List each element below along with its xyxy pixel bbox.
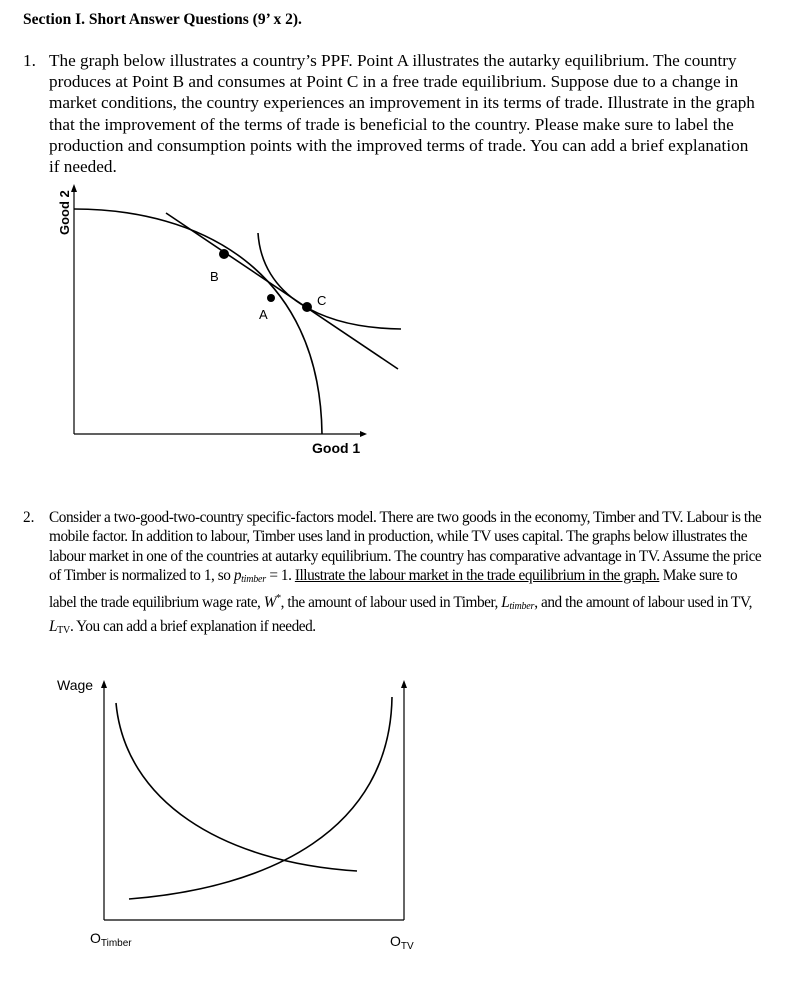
q2-text-part6: . You can add a brief explanation if needed. xyxy=(70,617,316,635)
w-superscript: * xyxy=(276,593,281,605)
indifference-curve xyxy=(258,233,401,329)
origin-tv-label xyxy=(390,933,414,952)
origin-timber-sub: Timber xyxy=(100,938,132,949)
point-b-marker xyxy=(219,249,229,259)
origin-tv-o: O xyxy=(390,933,401,949)
q2-text-part4: , the amount of labour used in Timber, xyxy=(280,594,502,612)
l-timber-symbol: L xyxy=(501,594,510,612)
origin-tv-sub: TV xyxy=(400,941,414,952)
ppf-y-axis-label: Good 2 xyxy=(57,190,72,235)
origin-timber-label xyxy=(90,930,132,949)
wage-axis-label: Wage xyxy=(57,677,94,693)
question-2-number: 2. xyxy=(23,509,35,526)
w-symbol: W xyxy=(263,594,277,612)
q2-text-part3: Make sure to label the trade equilibrium wage rate, xyxy=(49,566,738,612)
q2-underlined-instruction: Illustrate the labour market in the trade equilibrium in the graph. xyxy=(294,566,660,584)
labour-left-arrowhead xyxy=(101,680,107,688)
section-title: Section I. Short Answer Questions (9’ x 2). xyxy=(23,11,302,28)
question-2-text xyxy=(49,508,763,640)
q2-text-part2: = 1. xyxy=(265,566,295,584)
timber-labour-demand-curve xyxy=(116,703,357,871)
q2-text-part1: Consider a two-good-two-country specific-factors model. There are two goods in the economy, Timber and TV. Labour is the mobile factor. In addition to labour, Timber uses land in production, while TV uses capital. The graphs below illustrates the labour market in one of the countries at autarky equilibrium. The country has comparative advantage in TV. Assume the price of Timber is normalized to 1, so xyxy=(49,509,762,584)
l-tv-subscript: TV xyxy=(57,624,70,636)
question-1-number: 1. xyxy=(23,51,36,70)
point-c-marker xyxy=(302,302,312,312)
l-timber-subscript: timber xyxy=(509,601,535,613)
ppf-curve xyxy=(74,209,322,434)
l-tv-symbol: L xyxy=(49,617,58,635)
question-2 xyxy=(23,508,763,640)
trade-price-line xyxy=(166,213,398,369)
ppf-x-axis-label: Good 1 xyxy=(312,440,361,456)
p-symbol: p xyxy=(233,566,242,584)
point-b-label: B xyxy=(210,269,219,284)
p-subscript: timber xyxy=(241,573,266,585)
q2-text-part5: , and the amount of labour used in TV, xyxy=(534,594,752,612)
tv-labour-demand-curve xyxy=(129,697,392,899)
ppf-x-arrowhead xyxy=(360,431,367,437)
point-a-marker xyxy=(267,294,275,302)
labour-right-arrowhead xyxy=(401,680,407,688)
point-c-label: C xyxy=(317,293,327,308)
point-a-label: A xyxy=(259,307,268,322)
question-1-text: The graph below illustrates a country’s PPF. Point A illustrates the autarky equilibrium. The country produces at Point B and consumes at Point C in a free trade equilibrium. Suppose due to a change in market conditions, the country experiences an improvement in its terms of trade. Illustrate in the graph that the improvement of the terms of trade is beneficial to the country. Please make sure to label the production and consumption points with the improved terms of trade. You can add a brief explanation if needed. xyxy=(49,51,755,177)
origin-timber-o: O xyxy=(90,930,101,946)
